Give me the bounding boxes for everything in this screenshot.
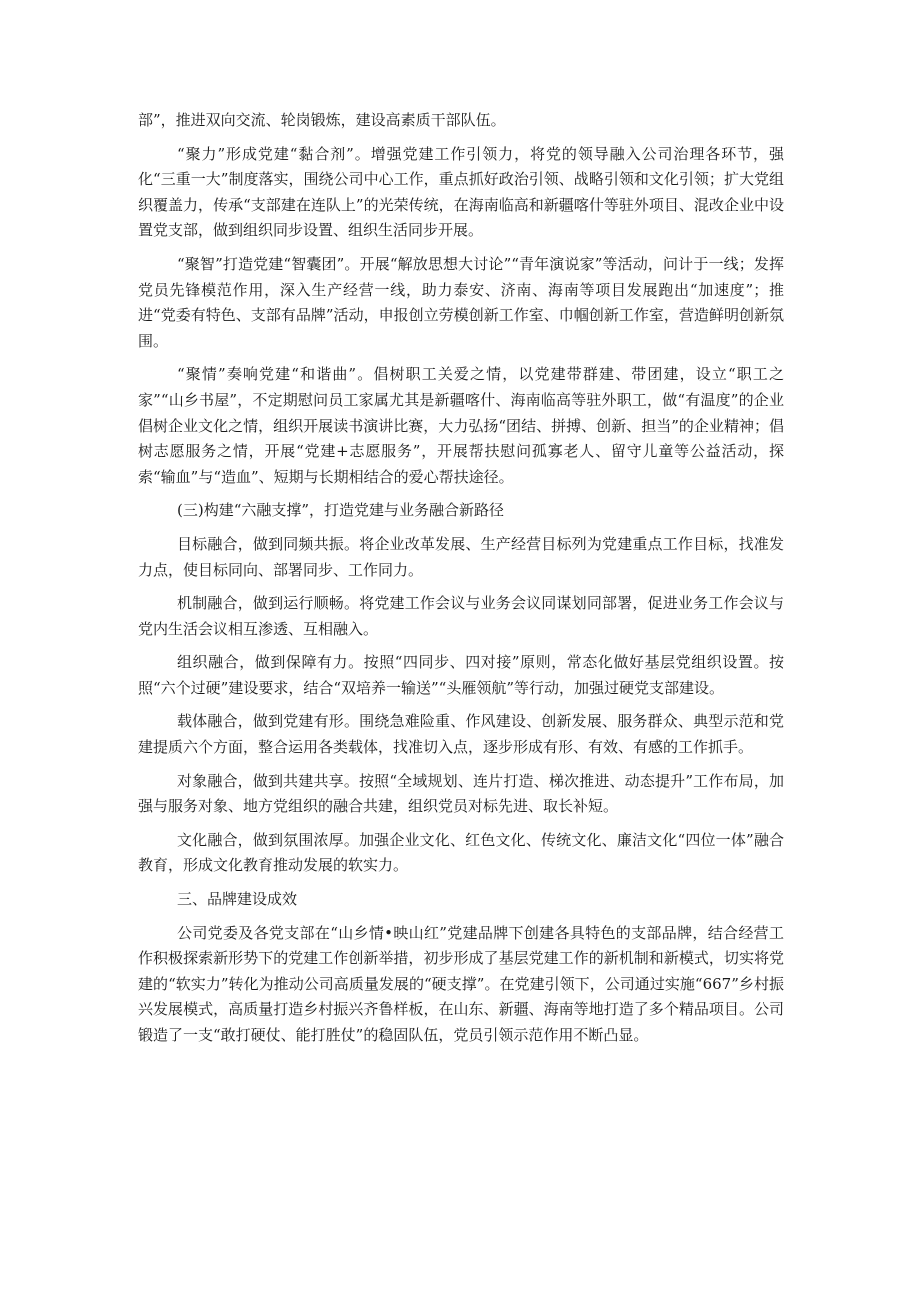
paragraph-juli: “聚力”形成党建“黏合剂”。增强党建工作引领力，将党的领导融入公司治理各环节，强化“三重一大”制度落实，围绕公司中心工作，重点抓好政治引领、战略引领和文化引领；扩大党组织覆盖力，传承“支部建在连队上”的光荣传统，在海南临高和新疆喀什等驻外项目、混改企业中设置党支部，做到组织同步设置、组织生活同步开展。: [138, 144, 784, 240]
paragraph-culture-fusion: 文化融合，做到氛围浓厚。加强企业文化、红色文化、传统文化、廉洁文化“四位一体”融合教育，形成文化教育推动发展的软实力。: [138, 830, 784, 875]
paragraph-target-fusion: 目标融合，做到同频共振。将企业改革发展、生产经营目标列为党建重点工作目标，找准发力点，使目标同向、部署同步、工作同力。: [138, 534, 784, 579]
section-heading: 三、品牌建设成效: [177, 890, 298, 909]
paragraph-brand-results: 公司党委及各党支部在“山乡情•映山红”党建品牌下创建各具特色的支部品牌，结合经营工作积极探索新形势下的党建工作创新举措，初步形成了基层党建工作的新机制和新模式，切实将党建的“软实力”转化为推动公司高质量发展的“硬支撑”。在党建引领下，公司通过实施“667”乡村振兴发展模式，高质量打造乡村振兴齐鲁样板，在山东、新疆、海南等地打造了多个精品项目。公司锻造了一支“敢打硬仗、能打胜仗”的稳固队伍，党员引领示范作用不断凸显。: [138, 923, 784, 1044]
paragraph-organization-fusion: 组织融合，做到保障有力。按照“四同步、四对接”原则，常态化做好基层党组织设置。按照“六个过硬”建设要求，结合“双培养一输送”“头雁领航”等行动，加强过硬党支部建设。: [138, 653, 784, 697]
paragraph-continuation: 部”，推进双向交流、轮岗锻炼，建设高素质干部队伍。: [138, 111, 506, 129]
paragraph-carrier-fusion: 载体融合，做到党建有形。围绕急难险重、作风建设、创新发展、服务群众、典型示范和党建提质六个方面，整合运用各类载体，找准切入点，逐步形成有形、有效、有感的工作抓手。: [138, 712, 784, 757]
document-body: [138, 108, 784, 1057]
paragraph-object-fusion: 对象融合，做到共建共享。按照“全域规划、连片打造、梯次推进、动态提升”工作布局，加强与服务对象、地方党组织的融合共建，组织党员对标先进、取长补短。: [138, 771, 784, 816]
section-subheading: (三)构建“六融支撑”，打造党建与业务融合新路径: [177, 501, 505, 520]
paragraph-juqing: “聚情”奏响党建“和谐曲”。倡树职工关爱之情，以党建带群建、带团建，设立“职工之家”“山乡书屋”，不定期慰问员工家属尤其是新疆喀什、海南临高等驻外职工，做“有温度”的企业 倡树企业文化之情，组织开展读书演讲比赛，大力弘扬“团结、拼搏、创新、担当”的企业精神；倡树志愿服务之情，开展“党建+志愿服务”，开展帮扶慰问孤寡老人、留守儿童等公益活动，探索“输血”与“造血”、短期与长期相结合的爱心帮扶途径。: [138, 365, 784, 486]
paragraph-mechanism-fusion: 机制融合，做到运行顺畅。将党建工作会议与业务会议同谋划同部署，促进业务工作会议与党内生活会议相互渗透、互相融入。: [138, 594, 784, 638]
paragraph-juzhi: “聚智”打造党建“智囊团”。开展“解放思想大讨论”“青年演说家”等活动，问计于一线；发挥党员先锋模范作用，深入生产经营一线，助力泰安、济南、海南等项目发展跑出“加速度”；推进“党委有特色、支部有品牌”活动，申报创立劳模创新工作室、巾帼创新工作室，营造鲜明创新氛围。: [138, 254, 784, 350]
